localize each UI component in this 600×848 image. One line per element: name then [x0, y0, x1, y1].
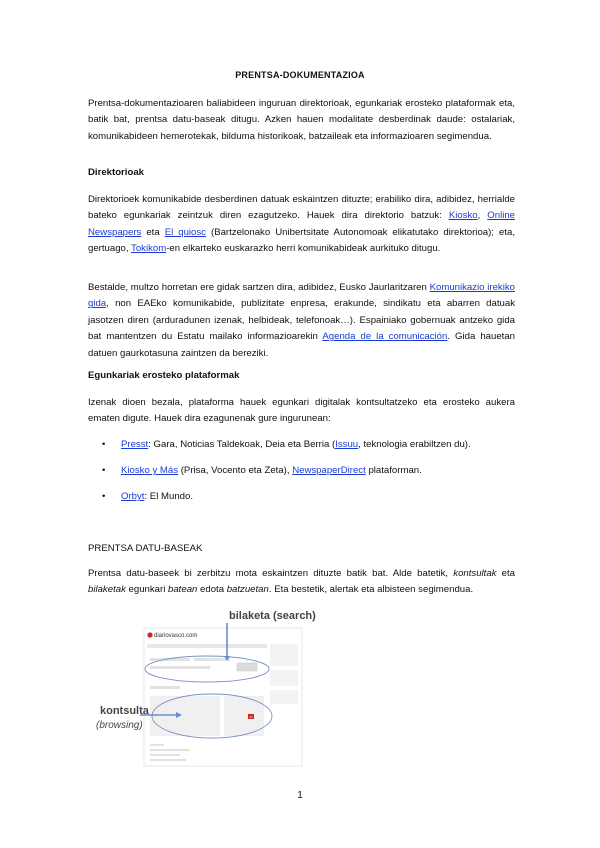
text-run: bilaketak: [88, 584, 126, 596]
text-run: Bestalde, multzo horretan ere gidak sartzen dira, adibidez, Eusko Jaurlaritzaren: [88, 282, 430, 293]
text-run: edota: [197, 584, 227, 596]
section-heading-plataformak: Egunkariak erosteko plataformak: [88, 370, 240, 381]
nav-bar: [147, 644, 267, 648]
list-item: [88, 463, 518, 489]
link-online-newspapers[interactable]: Online Newspapers: [88, 210, 515, 238]
text-run: batean: [168, 584, 198, 596]
search-field: [194, 658, 230, 661]
selected-day-label: 17: [249, 715, 253, 720]
text-run: egunkari: [125, 584, 169, 596]
link-issuu[interactable]: Issuu: [335, 439, 359, 450]
text-run: (Prisa, Vocento eta Zeta),: [178, 465, 293, 476]
link-kiosko-y-mas[interactable]: Kiosko y Más: [121, 465, 179, 476]
section-heading-direktorioak: Direktorioak: [88, 167, 144, 178]
text-run: -en elkarteko euskarazko herri komunikabideak aurkituko ditugu.: [166, 243, 441, 255]
footer-line: [150, 744, 164, 746]
bullet-icon: •: [102, 439, 106, 450]
text-run: plataforman.: [365, 465, 422, 476]
section-heading-datubaseak: PRENTSA DATU-BASEAK: [88, 543, 203, 554]
calendar-title: [150, 686, 180, 689]
direktorioak-paragraph-1: [88, 192, 515, 258]
text-run: , non EAEko komunikabide, publizitate enpresa, erakunde, sindikatu eta abarren datuak jasotzen diren (arduradunen izenak, helbideak, telefonoak…). Espainiako gobernuak antzeko gida bat mantentzen du Estatu mailako informazioarekin: [88, 298, 515, 343]
calendar-grid: [150, 696, 264, 736]
text-run: kontsultak: [453, 568, 497, 579]
sidebar-ad: [270, 690, 298, 704]
link-el-quiosc[interactable]: El quiosc: [164, 226, 206, 238]
footer-line: [150, 754, 180, 756]
calendar-month: [150, 696, 220, 736]
search-field: [150, 666, 210, 669]
text-run: ,: [477, 210, 488, 222]
direktorioak-paragraph-2: [88, 280, 515, 362]
footer-line: [150, 759, 186, 761]
site-logo-icon: [147, 632, 152, 637]
link-newspaperdirect[interactable]: NewspaperDirect: [292, 465, 366, 476]
page-number: 1: [297, 790, 303, 801]
list-item: [88, 437, 518, 463]
text-run: . Gida hauetan datuen gaurkotasuna zaintzen da bereziki.: [88, 331, 515, 359]
text-run: . Eta bestetik, alertak eta albisteen segimendua.: [268, 584, 474, 596]
datubaseak-paragraph: [88, 566, 515, 599]
text-run: , teknologia erabiltzen du).: [358, 439, 471, 450]
text-run: (Bartzelonako Unibertsitate Autonomoak elikatutako direktorioa); eta, gertuago,: [88, 226, 515, 255]
sidebar-ad: [270, 644, 298, 666]
bullet-icon: •: [102, 491, 106, 502]
text-run: : El Mundo.: [144, 491, 193, 502]
browse-label-sub: (browsing): [96, 720, 143, 731]
plataformak-list: [88, 437, 518, 515]
link-orbyt[interactable]: Orbyt: [121, 491, 145, 502]
site-name: diariovasco.com: [154, 633, 198, 639]
footer-line: [150, 749, 190, 751]
link-agenda-de-la-comunicacion[interactable]: Agenda de la comunicación: [322, 331, 448, 343]
text-run: Prentsa datu-baseek bi zerbitzu mota eskaintzen dituzte batik bat. Alde batetik,: [88, 568, 454, 579]
search-button: [237, 663, 257, 671]
text-run: batzuetan: [226, 584, 269, 596]
page-title: PRENTSA-DOKUMENTAZIOA: [235, 70, 365, 80]
text-run: : Gara, Noticias Taldekoak, Deia eta Berria (: [148, 439, 336, 450]
list-item: [88, 489, 518, 515]
text-run: eta: [141, 226, 165, 238]
link-kiosko[interactable]: Kiosko: [448, 210, 478, 222]
sidebar-ad: [270, 670, 298, 686]
link-presst[interactable]: Presst: [121, 439, 149, 450]
browse-label: kontsulta: [100, 705, 149, 717]
link-komunikazio-irekiko-gida[interactable]: Komunikazio irekiko gida: [88, 282, 515, 310]
bullet-icon: •: [102, 465, 106, 476]
plataformak-paragraph: Izenak dioen bezala, plataforma hauek egunkari digitalak kontsultatzeko eta erosteko aukera ematen digute. Hauek dira ezagunenak gure ingurunean:: [88, 397, 515, 425]
text-run: Direktorioek komunikabide desberdinen datuak eskaintzen dituzte; erabiliko dira, adibidez, herrialde bateko egunkariak zeintzuk diren ezagutzeko. Hauek dira direktorio batzuk:: [88, 194, 515, 222]
text-run: eta: [496, 568, 515, 579]
diariovasco-screenshot-figure: [92, 606, 316, 766]
link-tokikom[interactable]: Tokikom: [131, 243, 167, 255]
search-label: bilaketa (search): [229, 610, 316, 622]
intro-paragraph: Prentsa-dokumentazioaren baliabideen inguruan direktorioak, egunkariak erosteko plataformak eta, batik bat, prentsa datu-baseak ditugu. Azken hauen modalitate desberdinak daude: ostalariak, komunikabideen hemerotekak, bilduma historikoak, batzaileak eta informazioaren segimendua.: [88, 98, 515, 142]
